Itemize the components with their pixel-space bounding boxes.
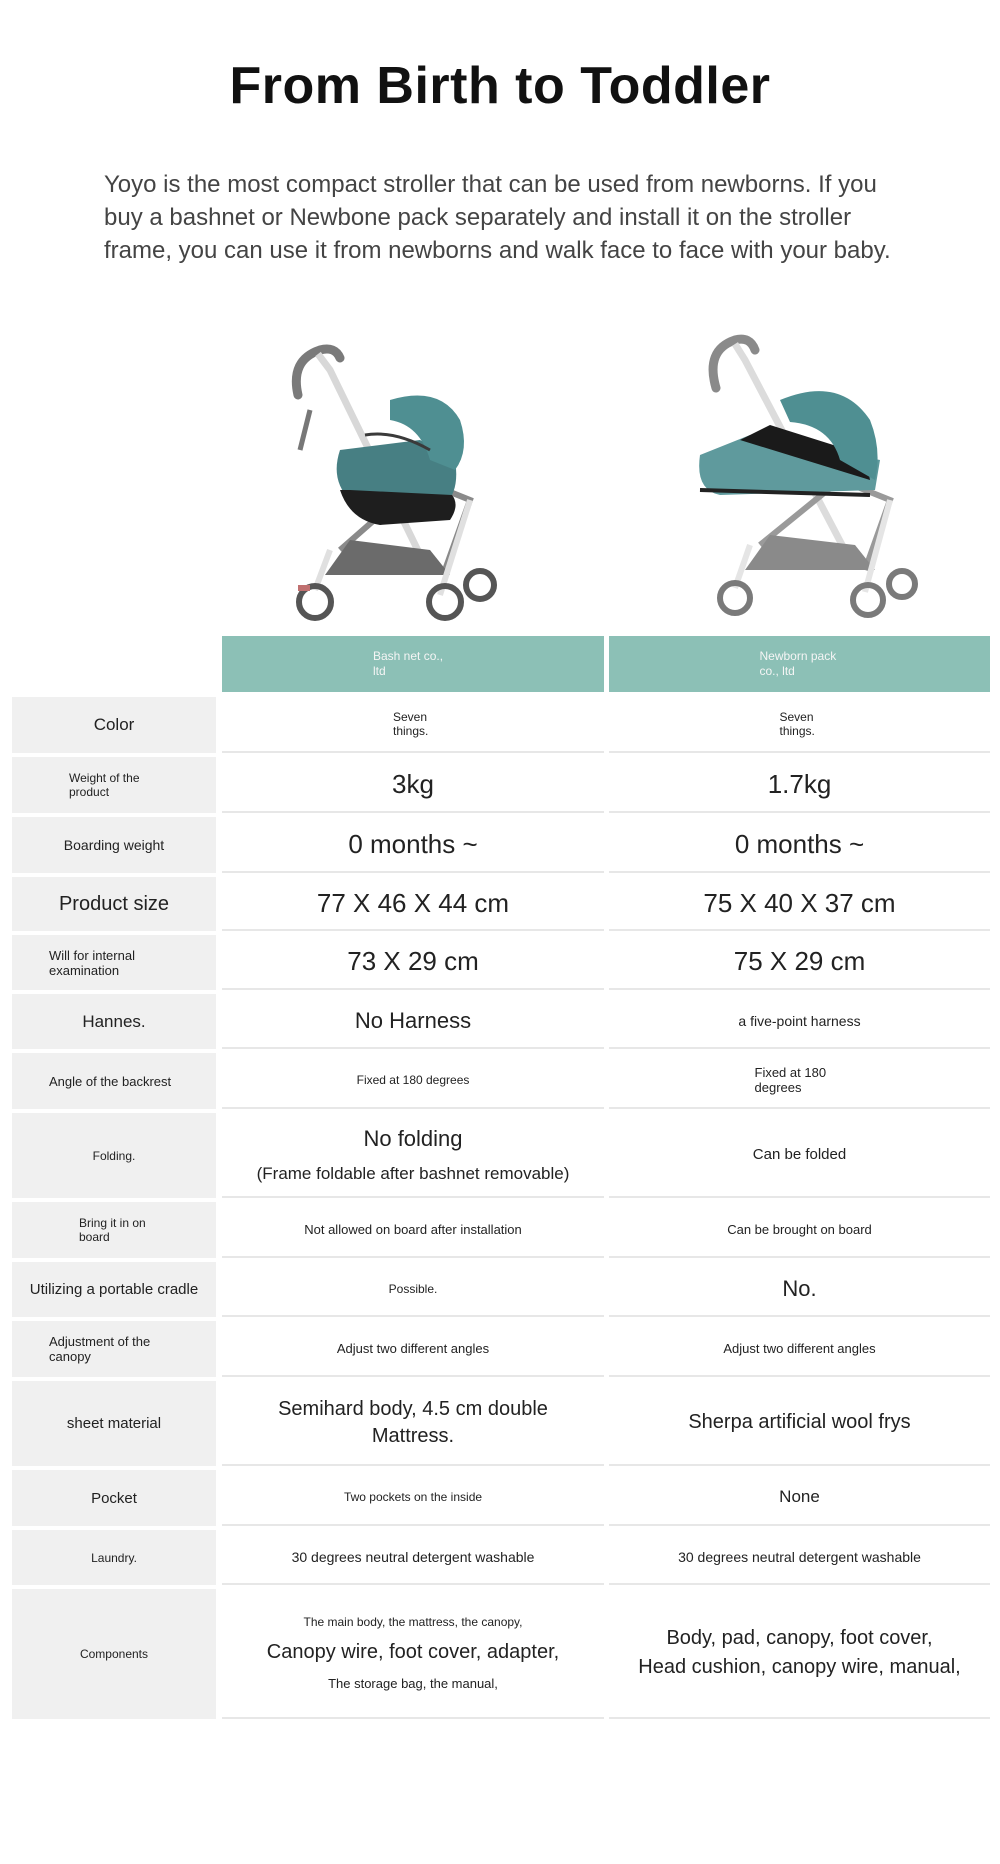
bashnet-value: Two pockets on the inside [222, 1470, 604, 1526]
newborn-pack-value: None [609, 1470, 990, 1526]
header-bashnet: Bash net co., ltd [222, 636, 604, 692]
row-label: Bring it in on board [12, 1202, 216, 1258]
newborn-pack-value: 75 X 29 cm [609, 935, 990, 990]
row-label: Hannes. [12, 994, 216, 1049]
bashnet-value: Adjust two different angles [222, 1321, 604, 1377]
header-newborn-pack: Newborn pack co., ltd [609, 636, 990, 692]
bashnet-value: No Harness [222, 994, 604, 1049]
bashnet-value: Possible. [222, 1262, 604, 1317]
row-label: Color [12, 697, 216, 753]
newborn-pack-value: Sherpa artificial wool frys [609, 1381, 990, 1466]
newborn-pack-value: 75 X 40 X 37 cm [609, 877, 990, 931]
row-label: Utilizing a portable cradle [12, 1262, 216, 1317]
table-row [12, 935, 990, 994]
table-row [12, 1589, 990, 1723]
bashnet-value: No folding (Frame foldable after bashnet removable) [222, 1113, 604, 1198]
row-label: Weight of the product [12, 757, 216, 813]
newborn-pack-stroller-image [690, 330, 930, 622]
newborn-pack-value: a five-point harness [609, 994, 990, 1049]
bassinet-stroller-image [270, 340, 520, 625]
bashnet-value: The main body, the mattress, the canopy, Canopy wire, foot cover, adapter, The storage bag, the manual, [222, 1589, 604, 1719]
newborn-pack-value: Body, pad, canopy, foot cover, Head cushion, canopy wire, manual, [609, 1589, 990, 1719]
newborn-pack-value: 30 degrees neutral detergent washable [609, 1530, 990, 1585]
table-row [12, 1530, 990, 1589]
table-row [12, 1470, 990, 1530]
table-row [12, 1321, 990, 1381]
row-label: Pocket [12, 1470, 216, 1526]
table-row [12, 1053, 990, 1113]
table-row [12, 697, 990, 757]
table-row [12, 1202, 990, 1262]
bashnet-value: 30 degrees neutral detergent washable [222, 1530, 604, 1585]
bashnet-value: Not allowed on board after installation [222, 1202, 604, 1258]
newborn-pack-value: Fixed at 180 degrees [609, 1053, 990, 1109]
bashnet-value: 3kg [222, 757, 604, 813]
newborn-pack-value: Can be brought on board [609, 1202, 990, 1258]
bashnet-value: 77 X 46 X 44 cm [222, 877, 604, 931]
bashnet-value: Semihard body, 4.5 cm double Mattress. [222, 1381, 604, 1466]
row-label: Will for internal examination [12, 935, 216, 990]
row-label: Folding. [12, 1113, 216, 1198]
intro-paragraph: Yoyo is the most compact stroller that can be used from newborns. If you buy a bashnet or Newbone pack separately and install it on the stroller frame, you can use it from newborns and walk face to face with your baby. [104, 171, 891, 264]
row-label: Laundry. [12, 1530, 216, 1585]
row-label: Components [12, 1589, 216, 1719]
newborn-pack-value: Can be folded [609, 1113, 990, 1198]
row-label: Angle of the backrest [12, 1053, 216, 1109]
newborn-pack-value: 1.7kg [609, 757, 990, 813]
newborn-pack-value: No. [609, 1262, 990, 1317]
table-row [12, 1262, 990, 1321]
bashnet-value: 0 months ~ [222, 817, 604, 873]
row-label: Boarding weight [12, 817, 216, 873]
table-row [12, 1381, 990, 1470]
table-row [12, 817, 990, 877]
newborn-pack-value: Adjust two different angles [609, 1321, 990, 1377]
bashnet-value: Seven things. [222, 697, 604, 753]
newborn-pack-value: 0 months ~ [609, 817, 990, 873]
table-row [12, 757, 990, 817]
table-row [12, 994, 990, 1053]
row-label: Product size [12, 877, 216, 931]
row-label: sheet material [12, 1381, 216, 1466]
bashnet-value: Fixed at 180 degrees [222, 1053, 604, 1109]
table-row [12, 877, 990, 935]
page-title: From Birth to Toddler [229, 57, 771, 115]
table-row [12, 1113, 990, 1202]
bashnet-value: 73 X 29 cm [222, 935, 604, 990]
row-label: Adjustment of the canopy [12, 1321, 216, 1377]
newborn-pack-value: Seven things. [609, 697, 990, 753]
